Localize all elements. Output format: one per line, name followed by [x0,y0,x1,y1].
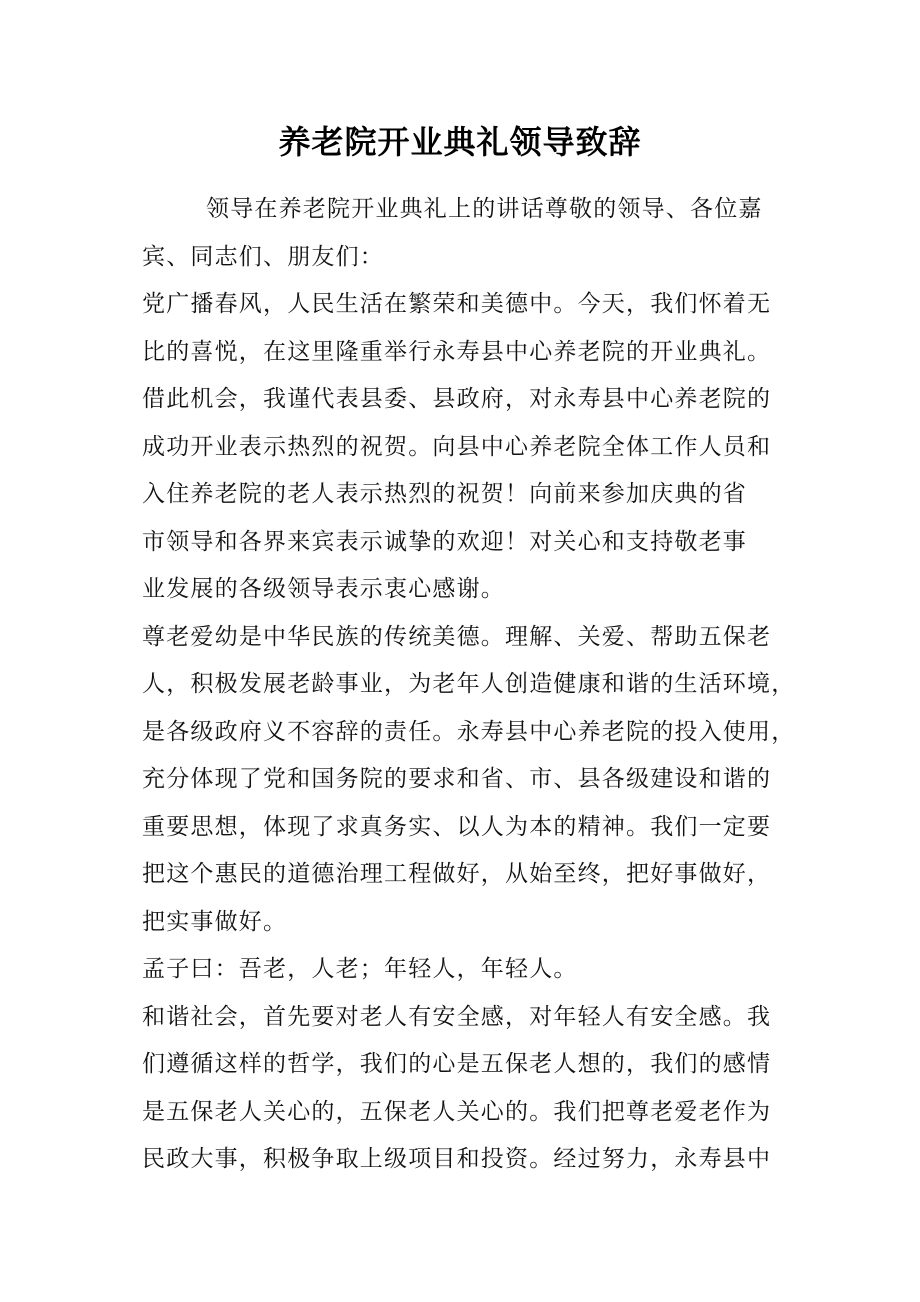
text-line: 民政大事，积极争取上级项目和投资。经过努力，永寿县中 [142,1146,772,1172]
text-line: 孟子曰：吾老，人老；年轻人，年轻人。 [142,956,578,982]
document-body [142,186,796,1184]
text-line: 成功开业表示热烈的祝贺。向县中心养老院全体工作人员和 [142,433,772,460]
text-line: 尊老爱幼是中华民族的传统美德。理解、关爱、帮助五保老 [142,623,772,650]
text-line: 借此机会，我谨代表县委、县政府，对永寿县中心养老院的 [142,386,772,412]
text-line: 是五保老人关心的，五保老人关心的。我们把尊老爱老作为 [142,1098,772,1125]
text-line: 比的喜悦，在这里隆重举行永寿县中心养老院的开业典礼。 [142,338,772,365]
text-line: 党广播春风，人民生活在繁荣和美德中。今天，我们怀着无 [142,291,772,317]
text-line: 是各级政府义不容辞的责任。永寿县中心养老院的投入使用， [142,718,796,745]
text-line: 市领导和各界来宾表示诚挚的欢迎！对关心和支持敬老事 [142,528,747,555]
text-line: 人，积极发展老龄事业，为老年人创造健康和谐的生活环境， [142,671,796,697]
text-line: 充分体现了党和国务院的要求和省、市、县各级建设和谐的 [142,766,772,792]
text-line: 业发展的各级领导表示衷心感谢。 [142,576,505,602]
text-line: 和谐社会，首先要对老人有安全感，对年轻人有安全感。我 [142,1003,772,1030]
text-line: 们遵循这样的哲学，我们的心是五保老人想的，我们的感情 [142,1051,772,1077]
text-line: 重要思想，体现了求真务实、以人为本的精神。我们一定要 [142,813,772,840]
text-line: 把实事做好。 [142,908,288,935]
document-title: 养老院开业典礼领导致辞 [278,123,642,161]
text-line: 入住养老院的老人表示热烈的祝贺！向前来参加庆典的省 [142,481,747,507]
text-line: 把这个惠民的道德治理工程做好，从始至终，把好事做好， [142,861,772,887]
text-line: 领导在养老院开业典礼上的讲话尊敬的领导、各位嘉 [206,196,763,222]
text-line: 宾、同志们、朋友们： [142,243,384,270]
